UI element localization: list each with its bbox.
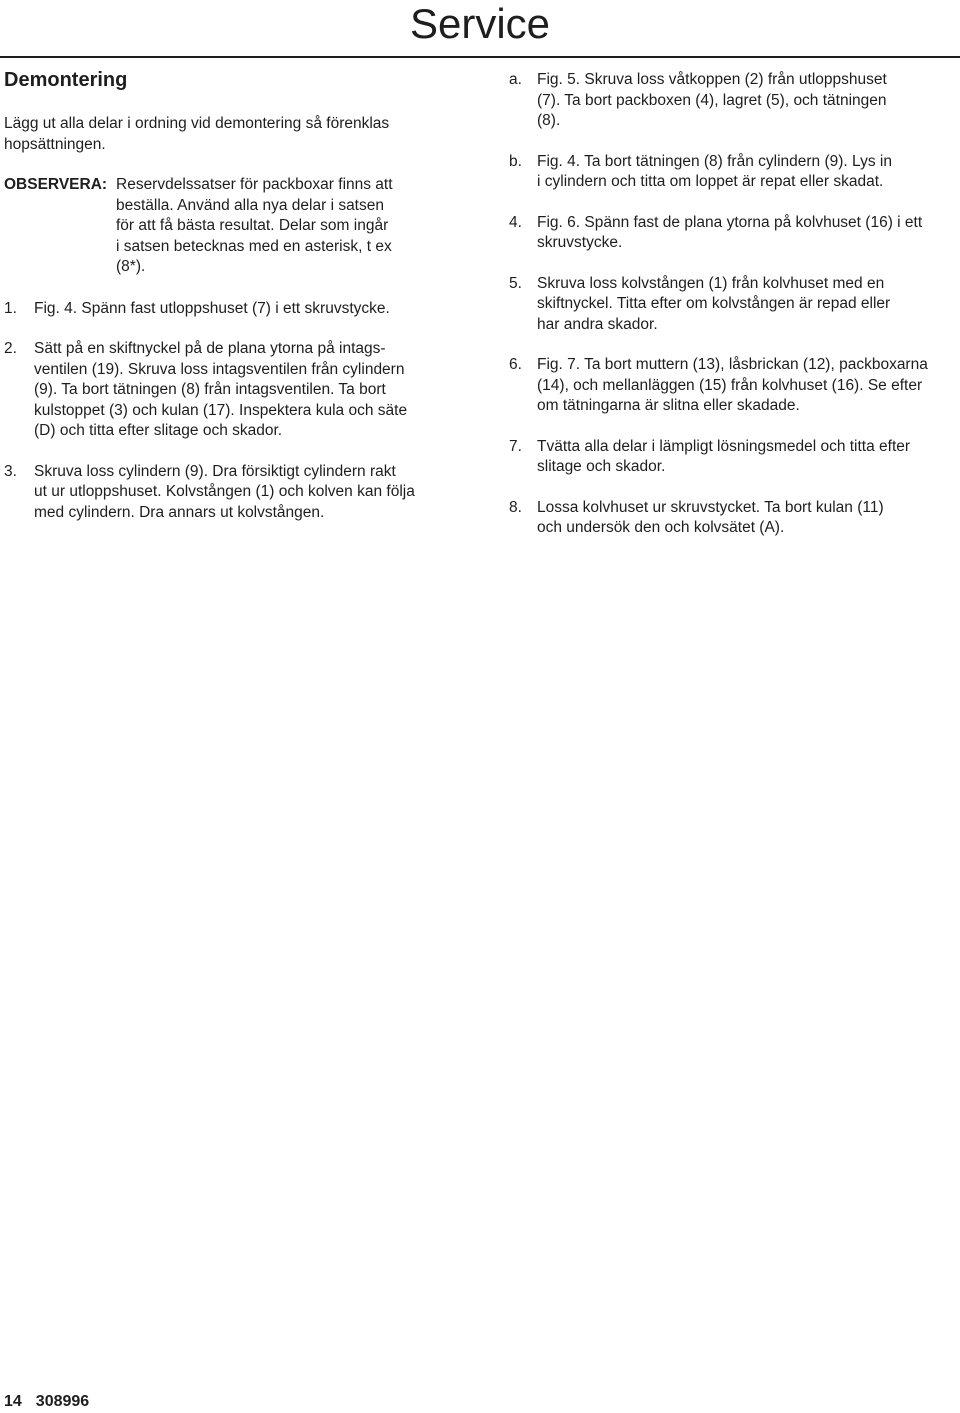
step-text [537,213,957,254]
step-number: 8. [509,498,522,516]
intro-paragraph [4,114,454,155]
step-number: 4. [509,213,522,231]
step-text [537,437,957,478]
step-line: (14), och mellanläggen (15) från kolvhuset (16). Se efter [537,376,923,394]
step-line: med cylindern. Dra annars ut kolvstången. [34,503,325,521]
step-line: Skruva loss kolvstången (1) från kolvhuset med en [537,274,885,292]
step-4 [509,213,957,254]
step-line: skiftnyckel. Titta efter om kolvstången är repad eller [537,295,891,312]
step-text [34,339,454,442]
step-line: (8). [537,112,561,129]
step-6 [509,355,957,417]
step-line: (7). Ta bort packboxen (4), lagret (5), och tätningen [537,91,887,109]
page-number: 14 [4,1393,22,1410]
step-2 [4,339,454,442]
step-line: Skruva loss cylindern (9). Dra försiktigt cylindern rakt [34,462,396,480]
page-title: Service [409,0,551,47]
step-line: om tätningarna är slitna eller skadade. [537,397,800,414]
step-line: Lossa kolvhuset ur skruvstycket. Ta bort kulan (11) [537,498,884,516]
step-1 [4,299,454,320]
intro-line: Lägg ut alla delar i ordning vid demontering så förenklas [4,115,390,132]
step-number: 7. [509,437,522,455]
note-label: OBSERVERA: [4,176,108,193]
document-number: 308996 [35,1393,90,1410]
step-number: b. [509,152,522,170]
step-line: skruvstycke. [537,234,623,251]
step-line: slitage och skador. [537,458,666,475]
step-number: 1. [4,299,17,317]
step-7 [509,437,957,478]
step-line: Fig. 6. Spänn fast de plana ytorna på kolvhuset (16) i ett [537,213,923,231]
step-line: Fig. 7. Ta bort muttern (13), låsbrickan (12), packboxarna [537,356,928,373]
step-line: ventilen (19). Skruva loss intagsventilen från cylindern [34,360,405,378]
right-column [509,70,957,559]
step-text [537,70,957,132]
step-text [34,462,454,524]
note-line: för att få bästa resultat. Delar som ingår [116,217,389,234]
step-b [509,152,957,193]
step-line: (D) och titta efter slitage och skador. [34,422,283,439]
intro-line: hopsättningen. [4,135,106,153]
step-number: 3. [4,462,17,480]
step-text [537,274,957,336]
step-line: kulstoppet (3) och kulan (17). Inspektera kula och säte [34,401,408,419]
step-text [34,299,454,320]
step-5 [509,274,957,336]
step-line: ut ur utloppshuset. Kolvstången (1) och kolven kan följa [34,483,415,500]
step-3 [4,462,454,524]
step-number: 2. [4,340,17,357]
note-line: beställa. Använd alla nya delar i satsen [116,196,384,214]
left-column [4,68,454,543]
note-line: (8*). [116,258,146,275]
title-divider [0,56,960,58]
step-line: i cylindern och titta om loppet är repat eller skadat. [537,173,884,190]
section-heading: Demontering [4,69,128,91]
step-number: 6. [509,356,522,373]
page-footer [4,1392,89,1412]
step-line: Sätt på en skiftnyckel på de plana ytorna på intags- [34,340,386,357]
step-line: har andra skador. [537,315,658,333]
step-number: 5. [509,274,522,292]
note-text [116,175,454,278]
step-line: och undersök den och kolvsätet (A). [537,519,785,536]
step-number: a. [509,71,522,88]
step-line: Tvätta alla delar i lämpligt lösningsmedel och titta efter [537,437,911,455]
step-a [509,70,957,132]
step-line: Fig. 4. Spänn fast utloppshuset (7) i ett skruvstycke. [34,299,390,317]
note-block [4,175,454,278]
step-text [537,498,957,539]
note-line: Reservdelssatser för packboxar finns att [116,176,393,193]
note-line: i satsen betecknas med en asterisk, t ex [116,237,392,255]
step-text [537,152,957,193]
step-line: Fig. 5. Skruva loss våtkoppen (2) från utloppshuset [537,71,887,88]
step-line: Fig. 4. Ta bort tätningen (8) från cylindern (9). Lys in [537,152,892,170]
step-8 [509,498,957,539]
step-line: (9). Ta bort tätningen (8) från intagsventilen. Ta bort [34,381,386,398]
step-text [537,355,957,417]
